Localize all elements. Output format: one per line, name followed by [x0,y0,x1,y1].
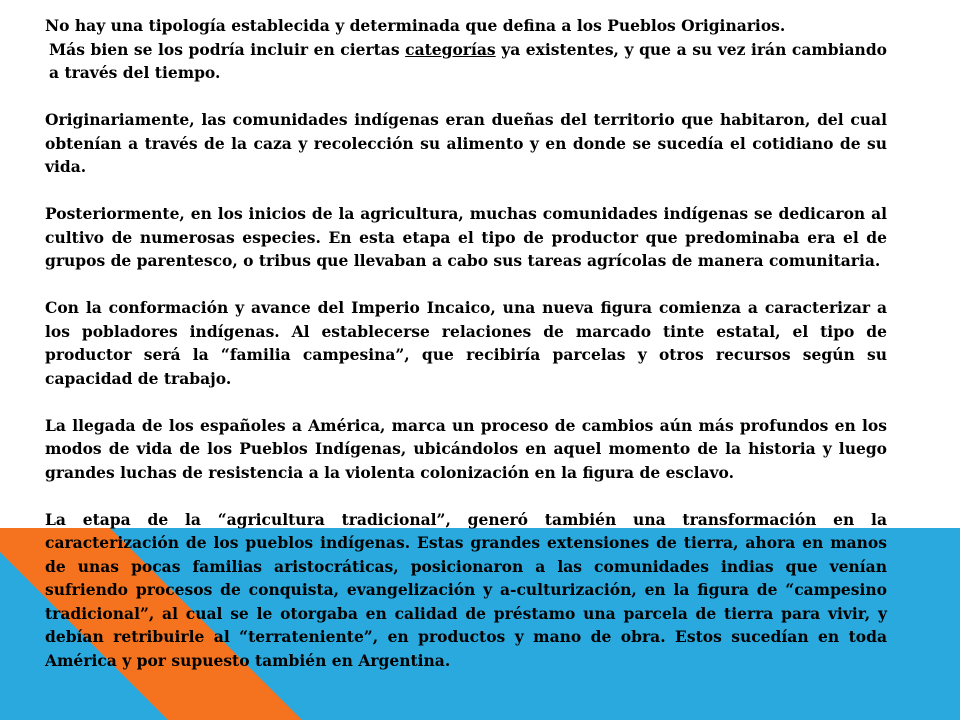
paragraph-1-text-after: ya existentes, y que a su vez irán cambiando a través del tiempo. [49,39,888,82]
paragraph-4: Con la conformación y avance del Imperio Incaico, una nueva figura comienza a caracterizar a los pobladores indígenas. Al establecerse relaciones de marcado tinte estatal, el tipo de productor será la “familia campesina”, que recibiría parcelas y otros recursos según su capacidad de trabajo. [45,298,887,388]
paragraph-2: Originariamente, las comunidades indígenas eran dueñas del territorio que habitaron, del cual obtenían a través de la caza y recolección su alimento y en donde se sucedía el cotidiano de su vida. [45,110,887,176]
paragraph-3: Posteriormente, en los inicios de la agricultura, muchas comunidades indígenas se dedicaron al cultivo de numerosas especies. En esta etapa el tipo de productor que predominaba era el de grupos de parentesco, o tribus que llevaban a cabo sus tareas agrícolas de manera comunitaria. [45,204,887,270]
slide-text-body [45,14,887,672]
paragraph-6: La etapa de la “agricultura tradicional”, generó también una transformación en la caracterización de los pueblos indígenas. Estas grandes extensiones de tierra, ahora en manos de unas pocas familias aristocráticas, posicionaron a las comunidades indias que venían sufriendo procesos de conquista, evangelización y a-culturización, en la figura de “campesino tradicional”, al cual se le otorgaba en calidad de préstamo una parcela de tierra para vivir, y debían retribuirle al “terrateniente”, en productos y mano de obra. Estos sucedían en toda América y por supuesto también en Argentina. [45,509,887,670]
paragraph-1-text-before: Más bien se los podría incluir en ciertas [49,39,406,59]
paragraph-1-line-2 [45,38,887,85]
categorias-link[interactable]: categorías [405,39,496,59]
paragraph-5: La llegada de los españoles a América, marca un proceso de cambios aún más profundos en los modos de vida de los Pueblos Indígenas, ubicándolos en aquel momento de la historia y luego grandes luchas de resistencia a la violenta colonización en la figura de esclavo. [45,415,887,482]
paragraph-1-line-1: No hay una tipología establecida y determinada que defina a los Pueblos Originarios. [45,16,786,35]
